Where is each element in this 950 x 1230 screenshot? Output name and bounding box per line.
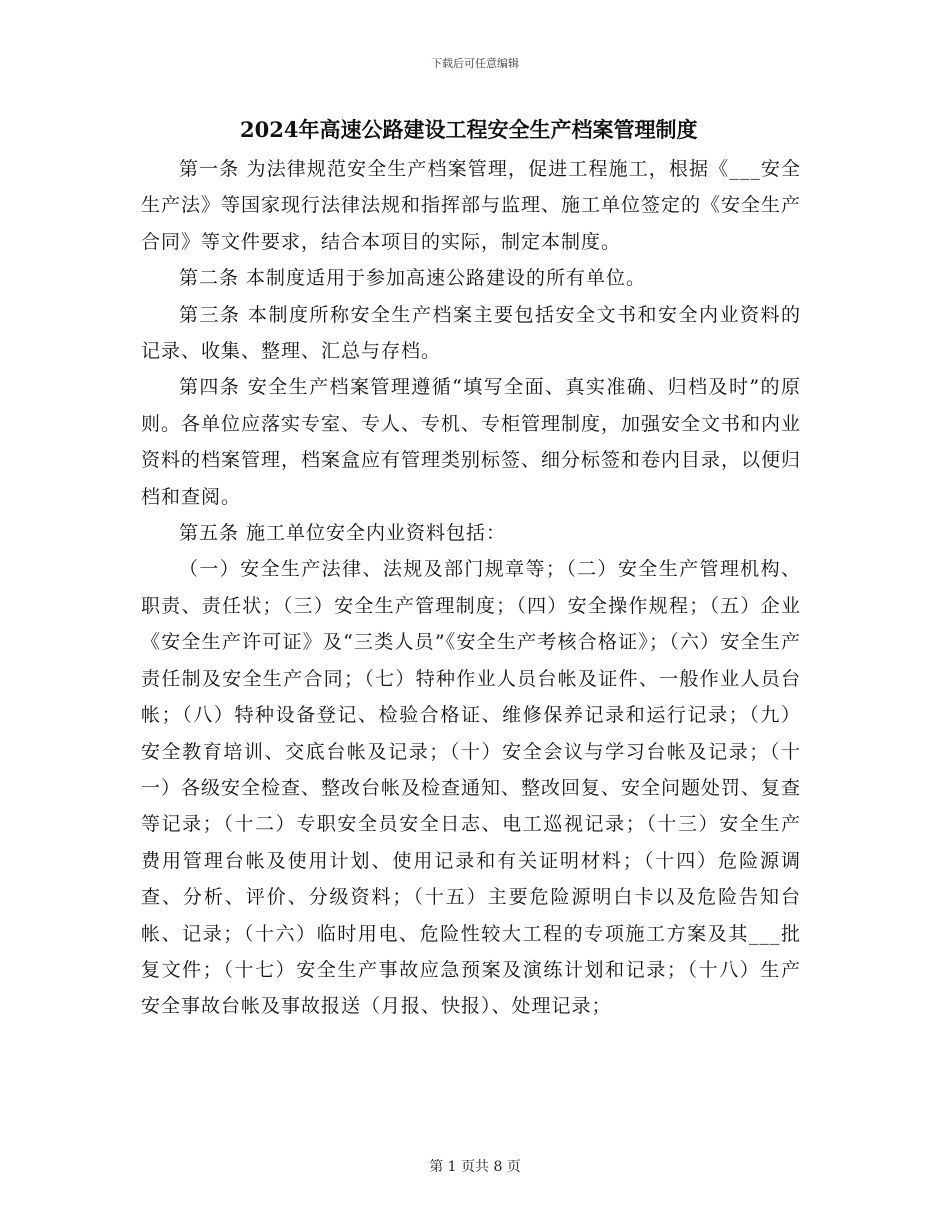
- document-body: [141, 151, 801, 1025]
- document-title: 2024年高速公路建设工程安全生产档案管理制度: [240, 117, 698, 142]
- article-1: 第一条 为法律规范安全生产档案管理，促进工程施工，根据《___安全生产法》等国家现行法律法规和指挥部与监理、施工单位签定的《安全生产合同》等文件要求，结合本项目的实际，制定本制度。: [141, 158, 802, 253]
- page-number: 第 1 页共 8 页: [429, 1159, 521, 1175]
- header-note: 下载后可任意编辑: [431, 57, 519, 70]
- article-3: 第三条 本制度所称安全生产档案主要包括安全文书和安全内业资料的记录、收集、整理、汇总与存档。: [141, 303, 801, 363]
- article-5-items: （一）安全生产法律、法规及部门规章等；（二）安全生产管理机构、职责、责任状；（三）安全生产管理制度；（四）安全操作规程；（五）企业《安全生产许可证》及“三类人员”《安全生产考核合格证》；（六）安全生产责任制及安全生产合同；（七）特种作业人员台帐及证件、一般作业人员台帐；（八）特种设备登记、检验合格证、维修保养记录和运行记录；（九）安全教育培训、交底台帐及记录；（十）安全会议与学习台帐及记录；（十一）各级安全检查、整改台帐及检查通知、整改回复、安全问题处罚、复查等记录；（十二）专职安全员安全日志、电工巡视记录；（十三）安全生产费用管理台帐及使用计划、使用记录和有关证明材料；（十四）危险源调查、分析、评价、分级资料；（十五）主要危险源明白卡以及危险告知台帐、记录；（十六）临时用电、危险性较大工程的专项施工方案及其___批复文件；（十七）安全生产事故应急预案及演练计划和记录；（十八）生产安全事故台帐及事故报送（月报、快报）、处理记录；: [141, 558, 802, 1018]
- article-2: 第二条 本制度适用于参加高速公路建设的所有单位。: [179, 267, 647, 290]
- article-4: 第四条 安全生产档案管理遵循“填写全面、真实准确、归档及时”的原则。各单位应落实专室、专人、专机、专柜管理制度，加强安全文书和内业资料的档案管理，档案盒应有管理类别标签、细分标签和卷内目录，以便归档和查阅。: [141, 376, 802, 508]
- article-5: 第五条 施工单位安全内业资料包括：: [179, 522, 507, 545]
